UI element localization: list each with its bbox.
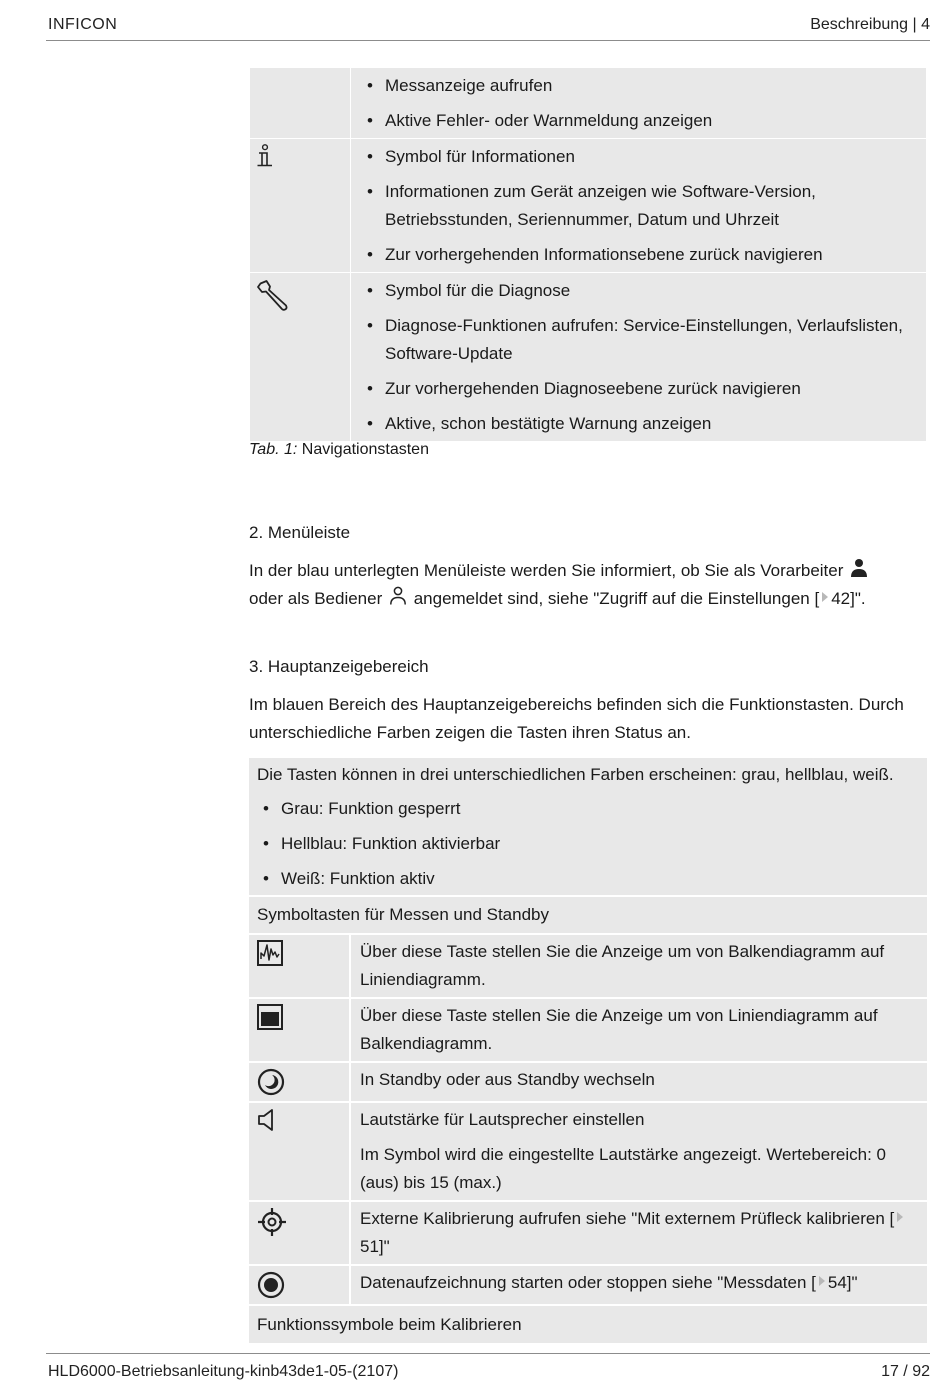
icon-cell: [250, 273, 351, 442]
page-reference-link[interactable]: 51]": [360, 1237, 390, 1256]
document-id: HLD6000-Betriebsanleitung-kinb43de1-05-(2107): [48, 1363, 399, 1380]
function-keys-table: [249, 758, 927, 1343]
menubar-text-1: In der blau unterlegten Menüleiste werden Sie informiert, ob Sie als Vorarbeiter: [249, 561, 849, 580]
list-item: • Diagnose-Funktionen aufrufen: Service-Einstellungen, Verlaufslisten, Software-Update: [367, 312, 916, 368]
menubar-text-3: angemeldet sind, siehe "Zugriff auf die Einstellungen [: [408, 589, 820, 608]
target-icon: [257, 1207, 287, 1237]
list-item: • Informationen zum Gerät anzeigen wie Software-Version, Betriebsstunden, Seriennummer, Datum und Uhrzeit: [367, 178, 916, 234]
menubar-text-4[interactable]: 42]".: [831, 589, 866, 608]
icon-cell: [249, 1062, 350, 1102]
symbol-description: Über diese Taste stellen Sie die Anzeige um von Liniendiagramm auf Balkendiagramm.: [360, 1006, 878, 1053]
symbol-keys-table: [249, 933, 927, 1304]
bar-chart-icon: [257, 1004, 283, 1030]
symbol-description: Im Symbol wird die eingestellte Lautstärke angezeigt. Wertebereich: 0 (aus) bis 15 (max.): [360, 1145, 887, 1192]
supervisor-icon: [850, 558, 868, 578]
text-cell: [351, 139, 927, 273]
description-text: Datenaufzeichnung starten oder stoppen siehe "Messdaten [: [360, 1273, 816, 1292]
line-chart-icon: [257, 940, 283, 966]
icon-cell: [249, 1265, 350, 1304]
table-row: [250, 68, 927, 139]
link-arrow-icon: [819, 1276, 825, 1286]
page-number: 17 / 92: [881, 1363, 930, 1380]
bullet-list: [351, 68, 926, 138]
text-cell: [350, 1102, 927, 1201]
caption-text: Navigationstasten: [297, 441, 429, 458]
list-item: • Hellblau: Funktion aktivierbar: [263, 830, 917, 858]
table-row: [249, 1201, 927, 1265]
table-row: [249, 934, 927, 998]
text-cell: [351, 68, 927, 139]
list-item: • Weiß: Funktion aktiv: [263, 865, 917, 893]
table-caption: [249, 441, 429, 459]
standby-icon: [257, 1068, 285, 1096]
icon-cell: [250, 68, 351, 139]
navigation-keys-table: [249, 67, 927, 442]
speaker-icon: [257, 1108, 277, 1132]
list-item: • Zur vorhergehenden Diagnoseebene zurück navigieren: [367, 375, 916, 403]
colors-intro: Die Tasten können in drei unterschiedlichen Farben erscheinen: grau, hellblau, weiß.: [257, 765, 894, 784]
list-item: • Aktive, schon bestätigte Warnung anzeigen: [367, 410, 916, 438]
main-display-paragraph: Im blauen Bereich des Hauptanzeigebereichs befinden sich die Funktionstasten. Durch unterschiedliche Farben zeigen die Tasten ihren Status an.: [249, 695, 904, 742]
text-cell: [350, 934, 927, 998]
section-heading-main-display: 3. Hauptanzeigebereich: [249, 657, 429, 676]
page-footer: [46, 1353, 930, 1380]
brand-label: INFICON: [48, 16, 118, 33]
table-row: [250, 139, 927, 273]
text-cell: [351, 273, 927, 442]
menubar-paragraph: [249, 557, 929, 613]
menubar-text-2: oder als Bediener: [249, 589, 387, 608]
link-arrow-icon: [822, 592, 828, 602]
record-icon: [257, 1271, 285, 1299]
calibration-symbols-heading: Funktionssymbole beim Kalibrieren: [249, 1304, 927, 1343]
list-item: • Grau: Funktion gesperrt: [263, 795, 917, 823]
symbol-description: [360, 1269, 915, 1297]
link-arrow-icon: [897, 1212, 903, 1222]
symbol-description: In Standby oder aus Standby wechseln: [360, 1070, 655, 1089]
page-reference-link[interactable]: 54]": [827, 1273, 858, 1292]
text-cell: [350, 1265, 927, 1304]
table-row: [249, 1062, 927, 1102]
chapter-label: Beschreibung | 4: [810, 16, 930, 33]
colors-list: [249, 789, 927, 895]
text-cell: [350, 1201, 927, 1265]
symbol-description: Über diese Taste stellen Sie die Anzeige um von Balkendiagramm auf Liniendiagramm.: [360, 942, 885, 989]
list-item: • Messanzeige aufrufen: [367, 72, 916, 100]
wrench-icon: [256, 278, 290, 312]
caption-prefix: Tab. 1:: [249, 441, 298, 458]
symbol-description: Lautstärke für Lautsprecher einstellen: [360, 1110, 645, 1129]
bullet-list: [351, 273, 926, 441]
page-header: [46, 14, 930, 41]
text-cell: [350, 998, 927, 1062]
table-row: [249, 1102, 927, 1201]
icon-cell: [250, 139, 351, 273]
text-cell: [350, 1062, 927, 1102]
icon-cell: [249, 1102, 350, 1201]
icon-cell: [249, 998, 350, 1062]
section-heading-menubar: 2. Menüleiste: [249, 523, 351, 542]
info-icon: [256, 144, 274, 168]
list-item: • Zur vorhergehenden Informationsebene zurück navigieren: [367, 241, 916, 269]
table-row: [249, 998, 927, 1062]
symbol-description: [360, 1205, 915, 1261]
table-row: [250, 273, 927, 442]
icon-cell: [249, 1201, 350, 1265]
icon-cell: [249, 934, 350, 998]
list-item: • Symbol für die Diagnose: [367, 277, 916, 305]
bullet-list: [351, 139, 926, 272]
list-item: • Symbol für Informationen: [367, 143, 916, 171]
list-item: • Aktive Fehler- oder Warnmeldung anzeigen: [367, 107, 916, 135]
description-text: Externe Kalibrierung aufrufen siehe "Mit externem Prüfleck kalibrieren [: [360, 1209, 895, 1228]
operator-icon: [389, 586, 407, 606]
symbol-keys-heading: Symboltasten für Messen und Standby: [249, 895, 927, 933]
table-row: [249, 1265, 927, 1304]
